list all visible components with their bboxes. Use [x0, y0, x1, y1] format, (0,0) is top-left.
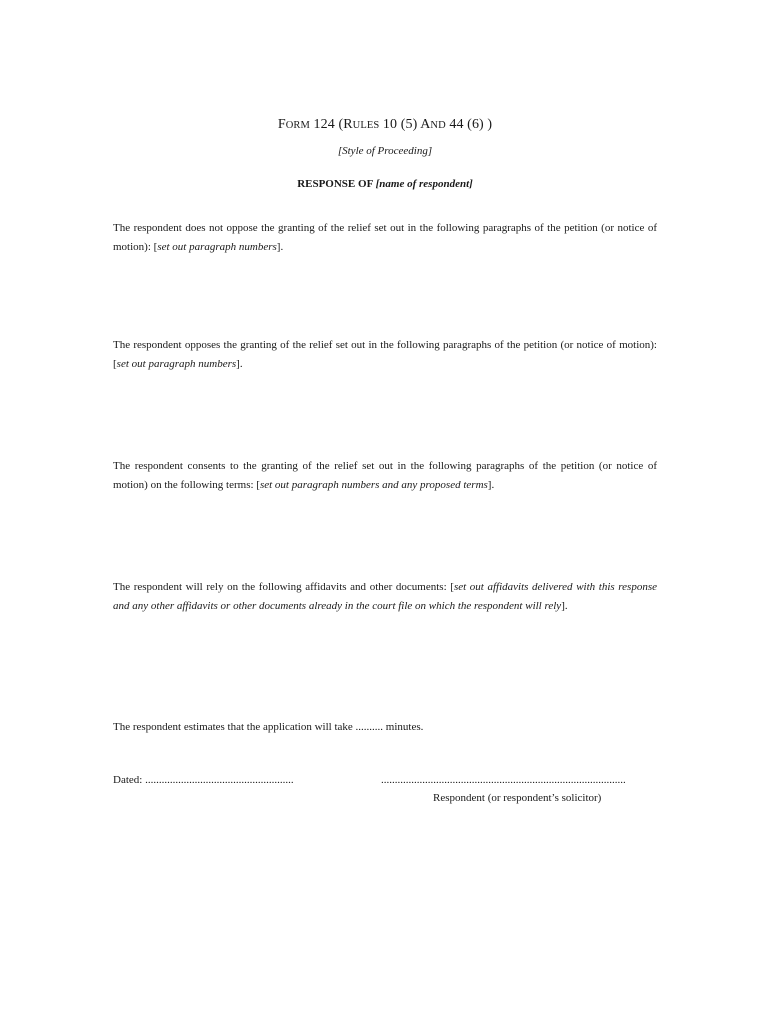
paragraph-placeholder: set out affidavits delivered with this response and any other affidavits or other documents already in the court file on which the respondent will rely — [113, 581, 657, 612]
title-nd: ND — [430, 120, 446, 131]
paragraph-affidavits — [113, 578, 657, 615]
paragraph-end: ]. — [487, 478, 495, 491]
paragraph-placeholder: set out paragraph numbers — [116, 357, 237, 370]
response-label: RESPONSE OF — [297, 178, 376, 190]
title-mid: 10 (5) — [379, 117, 421, 132]
dated-line: Dated: ...................................................... — [113, 774, 294, 786]
paragraph-placeholder: set out paragraph numbers — [157, 240, 277, 253]
title-end: 44 (6) ) — [445, 117, 493, 132]
respondent-name-placeholder: [name of respondent] — [375, 178, 473, 190]
title-num: 124 ( — [309, 117, 344, 132]
paragraph-end: ]. — [276, 240, 284, 253]
response-heading — [0, 178, 770, 190]
signature-line: ......................................................................................... — [381, 774, 626, 786]
paragraph-text: The respondent estimates that the application will take .......... minutes. — [113, 721, 424, 733]
title-f: F — [277, 117, 286, 132]
title-ules: ULES — [352, 120, 380, 131]
paragraph-text: The respondent opposes the granting of the relief set out in the following paragraphs of the petition (or notice of motion): [ — [113, 339, 657, 370]
paragraph-end: ]. — [561, 599, 568, 612]
form-title — [0, 117, 770, 133]
paragraph-not-oppose — [113, 219, 657, 256]
paragraph-text: The respondent will rely on the following affidavits and other documents: [ — [113, 581, 454, 593]
paragraph-oppose — [113, 336, 657, 373]
paragraph-placeholder: set out paragraph numbers and any proposed terms — [259, 478, 488, 491]
title-orm: ORM — [285, 120, 310, 131]
paragraph-time-estimate — [113, 718, 657, 737]
signature-caption: Respondent (or respondent’s solicitor) — [433, 792, 602, 804]
style-of-proceeding: [Style of Proceeding] — [337, 145, 433, 157]
title-a: A — [420, 117, 431, 132]
paragraph-text: The respondent consents to the granting of the relief set out in the following paragraphs of the petition (or notice of motion) on the following terms: [ — [113, 460, 657, 491]
paragraph-consent — [113, 457, 657, 494]
paragraph-text: The respondent does not oppose the granting of the relief set out in the following paragraphs of the petition (or notice of motion): [ — [113, 222, 657, 253]
title-r: R — [343, 117, 353, 132]
paragraph-end: ]. — [236, 357, 243, 370]
